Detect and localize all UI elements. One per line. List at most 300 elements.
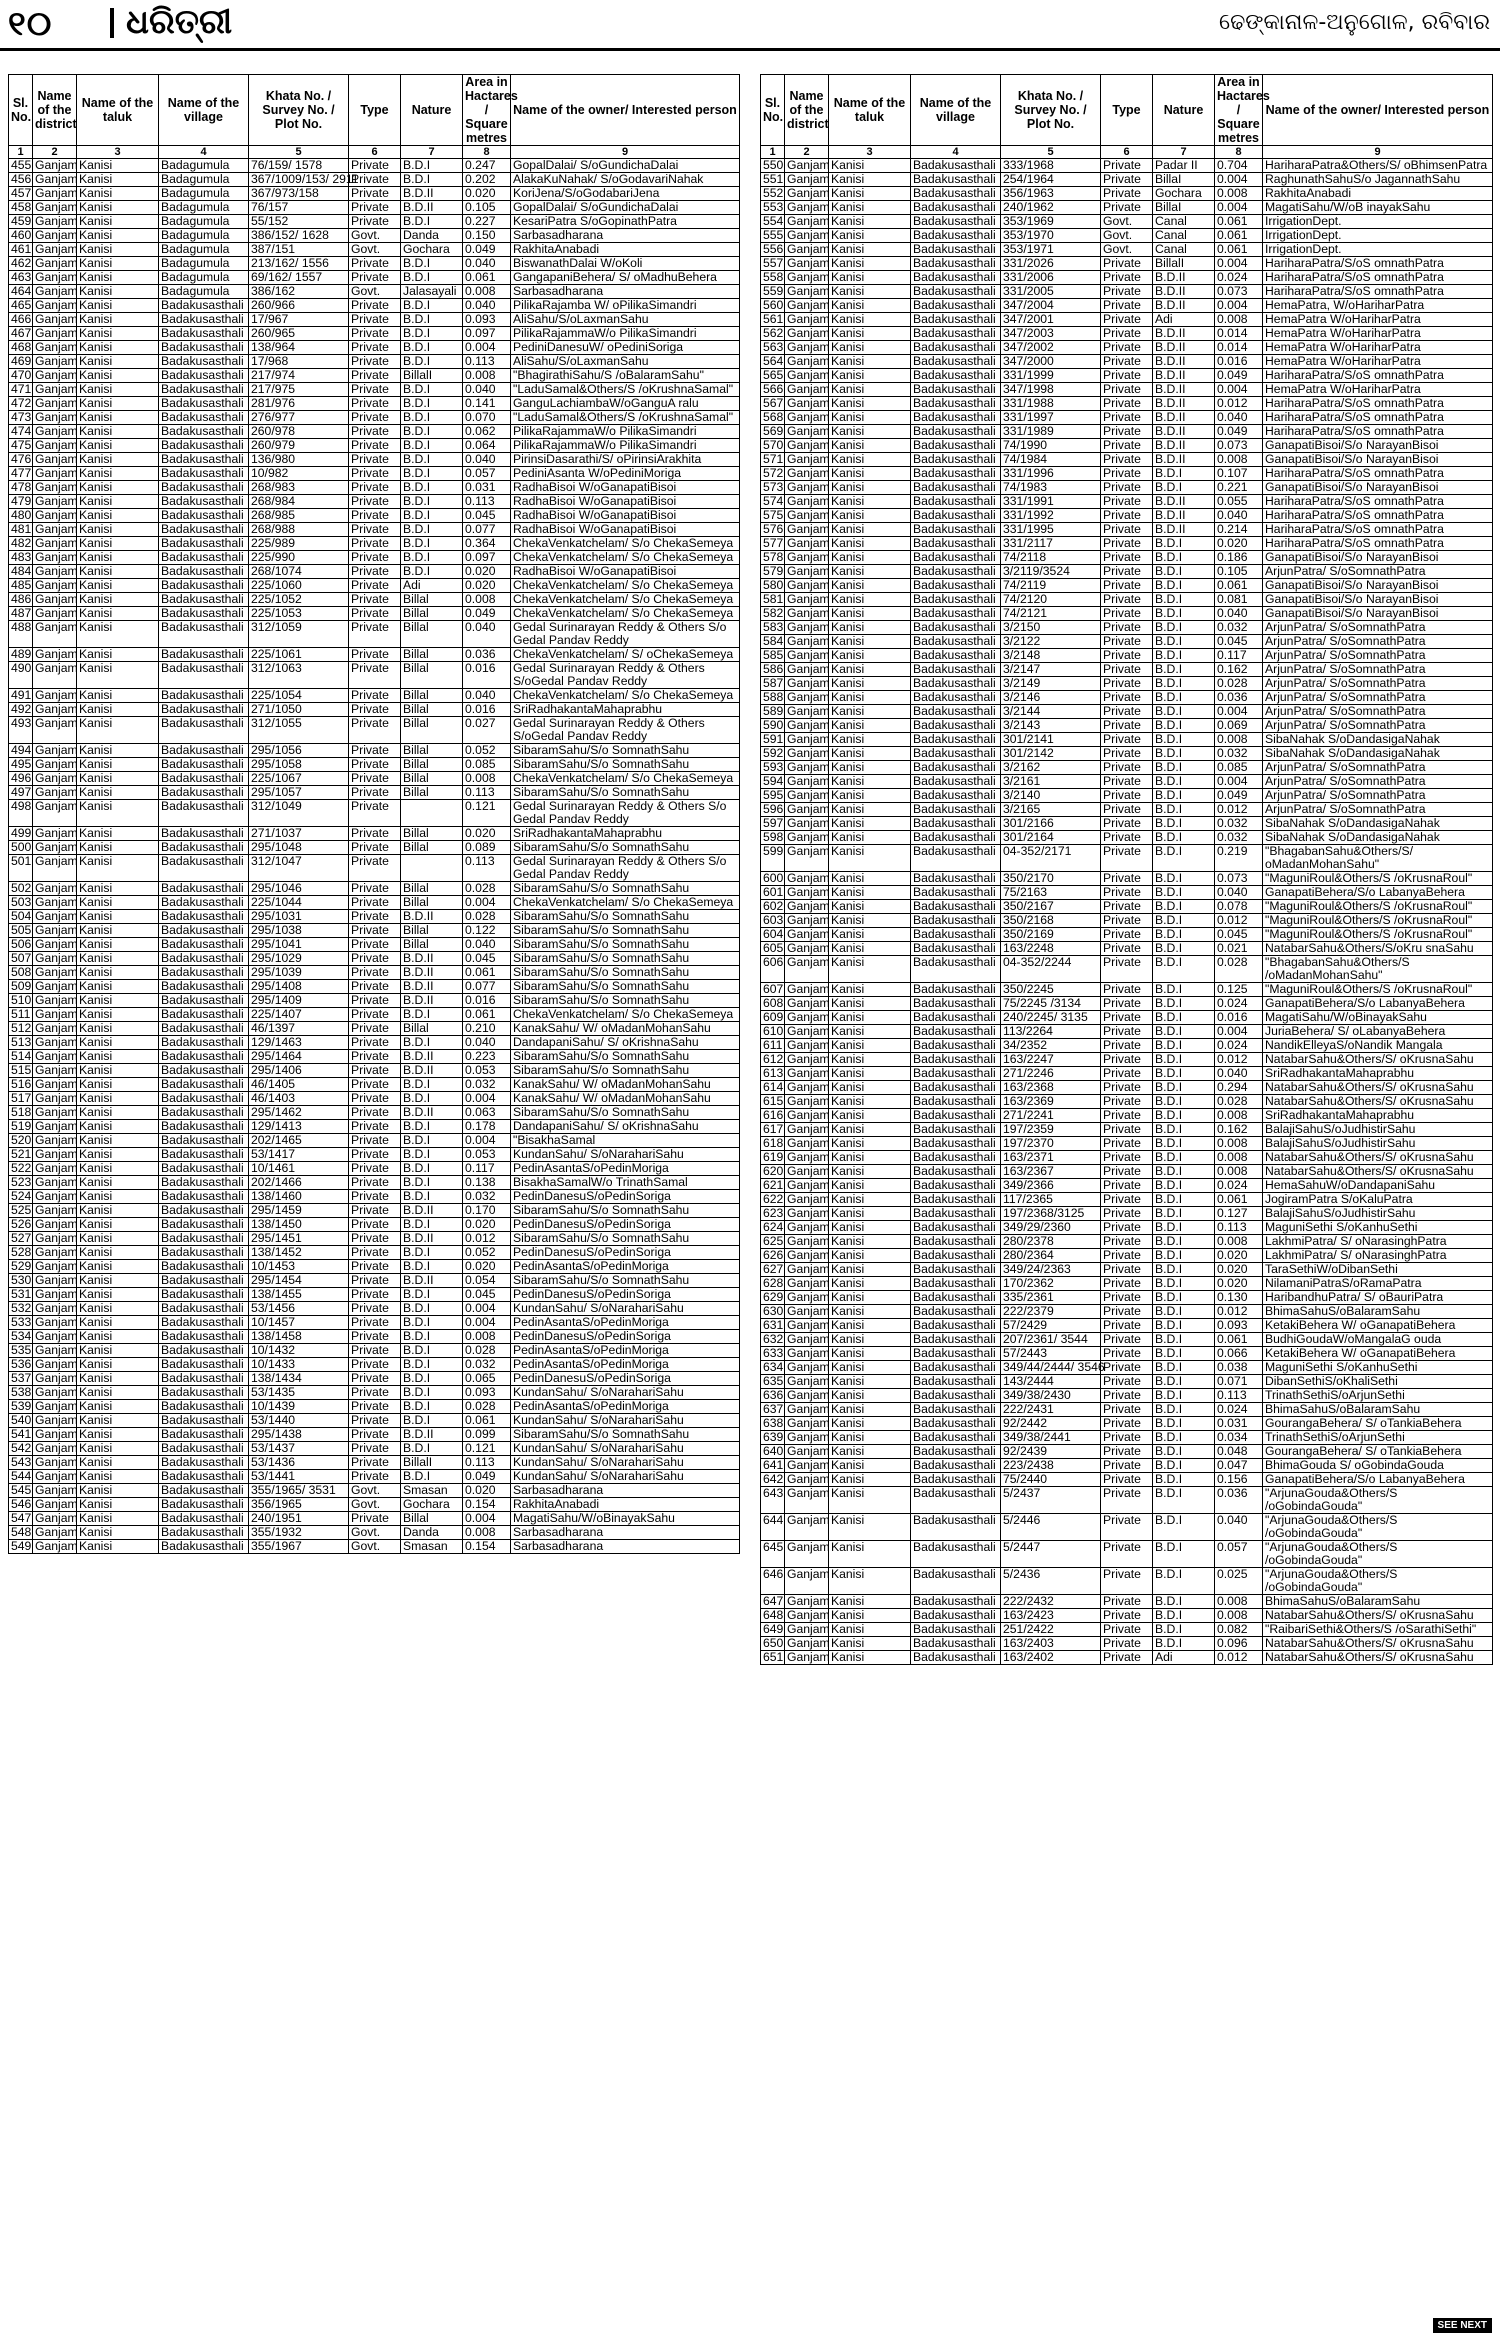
cell-district: Ganjam xyxy=(785,817,829,831)
col-header-khata: Khata No. / Survey No. / Plot No. xyxy=(1001,75,1101,146)
col-header-area: Area in Hactares / Square metres xyxy=(1215,75,1263,146)
cell-type: Private xyxy=(349,827,401,841)
cell-khata: 163/2403 xyxy=(1001,1637,1101,1651)
cell-slno: 516 xyxy=(9,1078,33,1092)
cell-owner: SriRadhakantaMahaprabhu xyxy=(1263,1109,1493,1123)
cell-taluk: Kanisi xyxy=(77,495,159,509)
cell-type: Private xyxy=(1101,956,1153,983)
cell-district: Ganjam xyxy=(785,1333,829,1347)
cell-area: 0.016 xyxy=(1215,355,1263,369)
cell-district: Ganjam xyxy=(785,1361,829,1375)
cell-type: Private xyxy=(349,271,401,285)
cell-district: Ganjam xyxy=(33,1162,77,1176)
cell-nature: B.D.I xyxy=(401,439,463,453)
cell-owner: RakhitaAnabadi xyxy=(1263,187,1493,201)
table-row xyxy=(761,1039,1493,1053)
cell-khata: 04-352/2171 xyxy=(1001,845,1101,872)
cell-type: Private xyxy=(1101,509,1153,523)
cell-owner: ArjunPatra/ S/oSomnathPatra xyxy=(1263,775,1493,789)
table-row xyxy=(761,243,1493,257)
cell-type: Private xyxy=(1101,1375,1153,1389)
cell-khata: 367/1009/153/ 2911 xyxy=(249,173,349,187)
cell-type: Private xyxy=(1101,803,1153,817)
cell-type: Private xyxy=(349,717,401,744)
cell-nature: B.D.I xyxy=(401,327,463,341)
cell-type: Private xyxy=(1101,845,1153,872)
cell-khata: 350/2168 xyxy=(1001,914,1101,928)
cell-district: Ganjam xyxy=(785,1193,829,1207)
cell-owner: SriRadhakantaMahaprabhu xyxy=(511,827,740,841)
cell-area: 0.045 xyxy=(1215,635,1263,649)
cell-village: Badakusasthali xyxy=(159,1386,249,1400)
cell-type: Private xyxy=(349,1358,401,1372)
cell-taluk: Kanisi xyxy=(829,1081,911,1095)
cell-taluk: Kanisi xyxy=(829,677,911,691)
cell-area: 0.045 xyxy=(463,509,511,523)
cell-taluk: Kanisi xyxy=(77,439,159,453)
cell-khata: 04-352/2244 xyxy=(1001,956,1101,983)
cell-village: Badakusasthali xyxy=(911,1179,1001,1193)
cell-area: 0.024 xyxy=(1215,1403,1263,1417)
cell-khata: 53/1435 xyxy=(249,1386,349,1400)
table-row xyxy=(761,229,1493,243)
cell-owner: PedinDanesuS/oPedinSoriga xyxy=(511,1190,740,1204)
cell-khata: 349/44/2444/ 3546 xyxy=(1001,1361,1101,1375)
cell-taluk: Kanisi xyxy=(829,1473,911,1487)
table-row xyxy=(9,924,740,938)
cell-district: Ganjam xyxy=(785,1137,829,1151)
cell-nature: B.D.II xyxy=(401,1050,463,1064)
cell-village: Badakusasthali xyxy=(159,952,249,966)
cell-type: Private xyxy=(349,1372,401,1386)
cell-area: 0.031 xyxy=(1215,1417,1263,1431)
cell-village: Badakusasthali xyxy=(159,1260,249,1274)
cell-type: Private xyxy=(349,159,401,173)
cell-nature: B.D.I xyxy=(401,565,463,579)
cell-district: Ganjam xyxy=(33,1330,77,1344)
table-row xyxy=(761,299,1493,313)
cell-area: 0.049 xyxy=(1215,425,1263,439)
cell-area: 0.008 xyxy=(1215,1595,1263,1609)
cell-slno: 511 xyxy=(9,1008,33,1022)
cell-area: 0.004 xyxy=(1215,173,1263,187)
cell-district: Ganjam xyxy=(785,1375,829,1389)
cell-taluk: Kanisi xyxy=(829,1459,911,1473)
cell-khata: 74/2120 xyxy=(1001,593,1101,607)
cell-khata: 295/1464 xyxy=(249,1050,349,1064)
cell-type: Private xyxy=(1101,341,1153,355)
cell-taluk: Kanisi xyxy=(829,817,911,831)
cell-nature: B.D.I xyxy=(401,1330,463,1344)
cell-taluk: Kanisi xyxy=(77,1288,159,1302)
cell-khata: 222/2431 xyxy=(1001,1403,1101,1417)
cell-area: 0.077 xyxy=(463,980,511,994)
cell-nature: B.D.II xyxy=(1153,299,1215,313)
cell-district: Ganjam xyxy=(785,187,829,201)
cell-slno: 524 xyxy=(9,1190,33,1204)
cell-district: Ganjam xyxy=(785,1277,829,1291)
cell-area: 0.028 xyxy=(463,910,511,924)
cell-nature: Billal xyxy=(401,786,463,800)
table-row xyxy=(761,257,1493,271)
cell-khata: 163/2423 xyxy=(1001,1609,1101,1623)
cell-area: 0.028 xyxy=(1215,956,1263,983)
table-row xyxy=(9,744,740,758)
cell-owner: KetakiBehera W/ oGanapatiBehera xyxy=(1263,1347,1493,1361)
cell-village: Badakusasthali xyxy=(911,425,1001,439)
table-row xyxy=(9,952,740,966)
cell-type: Private xyxy=(1101,691,1153,705)
cell-taluk: Kanisi xyxy=(829,691,911,705)
cell-taluk: Kanisi xyxy=(77,1414,159,1428)
cell-area: 0.049 xyxy=(463,243,511,257)
table-row xyxy=(9,855,740,882)
table-row xyxy=(9,1288,740,1302)
cell-nature: B.D.I xyxy=(1153,997,1215,1011)
table-row xyxy=(761,733,1493,747)
cell-village: Badakusasthali xyxy=(911,1109,1001,1123)
cell-village: Badakusasthali xyxy=(911,1417,1001,1431)
cell-slno: 549 xyxy=(9,1540,33,1554)
table-row xyxy=(761,649,1493,663)
cell-nature: Canal xyxy=(1153,215,1215,229)
table-row xyxy=(761,467,1493,481)
table-row xyxy=(761,453,1493,467)
cell-area: 0.052 xyxy=(463,744,511,758)
cell-district: Ganjam xyxy=(33,1092,77,1106)
cell-nature: B.D.I xyxy=(1153,1347,1215,1361)
cell-slno: 568 xyxy=(761,411,785,425)
cell-district: Ganjam xyxy=(33,285,77,299)
cell-owner: HemaPatra W/oHariharPatra xyxy=(1263,355,1493,369)
cell-slno: 622 xyxy=(761,1193,785,1207)
cell-nature: B.D.I xyxy=(1153,1291,1215,1305)
table-row xyxy=(9,841,740,855)
cell-district: Ganjam xyxy=(33,537,77,551)
cell-khata: 53/1417 xyxy=(249,1148,349,1162)
table-row xyxy=(761,691,1493,705)
cell-area: 0.054 xyxy=(463,1274,511,1288)
cell-taluk: Kanisi xyxy=(77,827,159,841)
cell-nature: B.D.I xyxy=(401,1260,463,1274)
cell-nature: B.D.I xyxy=(401,425,463,439)
cell-village: Badakusasthali xyxy=(911,1081,1001,1095)
cell-owner: "MaguniRoul&Others/S /oKrusnaRoul" xyxy=(1263,914,1493,928)
cell-village: Badakusasthali xyxy=(911,705,1001,719)
cell-khata: 138/964 xyxy=(249,341,349,355)
cell-khata: 268/983 xyxy=(249,481,349,495)
cell-area: 0.093 xyxy=(463,1386,511,1400)
table-row xyxy=(761,1375,1493,1389)
cell-nature: B.D.I xyxy=(1153,900,1215,914)
cell-district: Ganjam xyxy=(785,1487,829,1514)
cell-taluk: Kanisi xyxy=(829,1431,911,1445)
table-row xyxy=(761,1081,1493,1095)
cell-area: 0.036 xyxy=(463,648,511,662)
cell-village: Badakusasthali xyxy=(159,1288,249,1302)
cell-taluk: Kanisi xyxy=(77,758,159,772)
cell-khata: 347/1998 xyxy=(1001,383,1101,397)
cell-nature: B.D.I xyxy=(1153,761,1215,775)
cell-taluk: Kanisi xyxy=(77,341,159,355)
table-row xyxy=(761,775,1493,789)
cell-district: Ganjam xyxy=(785,229,829,243)
cell-taluk: Kanisi xyxy=(829,229,911,243)
cell-village: Badakusasthali xyxy=(159,1414,249,1428)
cell-type: Private xyxy=(1101,635,1153,649)
cell-khata: 331/1992 xyxy=(1001,509,1101,523)
cell-khata: 331/1997 xyxy=(1001,411,1101,425)
cell-district: Ganjam xyxy=(33,786,77,800)
cell-district: Ganjam xyxy=(785,635,829,649)
cell-taluk: Kanisi xyxy=(77,1036,159,1050)
cell-type: Private xyxy=(349,1442,401,1456)
cell-area: 0.113 xyxy=(463,355,511,369)
cell-taluk: Kanisi xyxy=(77,425,159,439)
table-row xyxy=(9,621,740,648)
cell-slno: 580 xyxy=(761,579,785,593)
cell-khata: 3/2148 xyxy=(1001,649,1101,663)
cell-district: Ganjam xyxy=(33,744,77,758)
cell-type: Govt. xyxy=(349,243,401,257)
cell-taluk: Kanisi xyxy=(77,215,159,229)
cell-slno: 496 xyxy=(9,772,33,786)
cell-khata: 276/977 xyxy=(249,411,349,425)
cell-khata: 57/2429 xyxy=(1001,1319,1101,1333)
cell-owner: SibaramSahu/S/o SomnathSahu xyxy=(511,1064,740,1078)
cell-district: Ganjam xyxy=(785,928,829,942)
cell-village: Badakusasthali xyxy=(911,537,1001,551)
cell-village: Badakusasthali xyxy=(159,313,249,327)
cell-area: 0.061 xyxy=(1215,579,1263,593)
table-row xyxy=(761,886,1493,900)
cell-taluk: Kanisi xyxy=(77,1218,159,1232)
cell-nature: Jalasayali xyxy=(401,285,463,299)
cell-owner: HariharaPatra/S/oS omnathPatra xyxy=(1263,285,1493,299)
cell-village: Badakusasthali xyxy=(911,173,1001,187)
cell-district: Ganjam xyxy=(785,285,829,299)
cell-type: Private xyxy=(1101,1431,1153,1445)
cell-village: Badakusasthali xyxy=(159,1540,249,1554)
cell-area: 0.008 xyxy=(463,369,511,383)
cell-slno: 490 xyxy=(9,662,33,689)
cell-owner: GanapatiBehera/S/o LabanyaBehera xyxy=(1263,997,1493,1011)
cell-owner: ChekaVenkatchelam/ S/o ChekaSemeya xyxy=(511,537,740,551)
table-row xyxy=(761,1361,1493,1375)
cell-nature: Billal xyxy=(401,717,463,744)
cell-type: Private xyxy=(1101,607,1153,621)
table-row xyxy=(9,1428,740,1442)
cell-district: Ganjam xyxy=(33,159,77,173)
cell-district: Ganjam xyxy=(33,1498,77,1512)
cell-owner: SriRadhakantaMahaprabhu xyxy=(1263,1067,1493,1081)
cell-type: Private xyxy=(349,523,401,537)
cell-nature: BillalI xyxy=(1153,257,1215,271)
cell-taluk: Kanisi xyxy=(829,1319,911,1333)
table-row xyxy=(761,914,1493,928)
cell-type: Private xyxy=(349,772,401,786)
cell-nature: B.D.I xyxy=(401,1162,463,1176)
cell-village: Badakusasthali xyxy=(911,187,1001,201)
cell-nature: B.D.I xyxy=(401,1372,463,1386)
cell-nature: B.D.I xyxy=(401,523,463,537)
cell-khata: 3/2144 xyxy=(1001,705,1101,719)
cell-taluk: Kanisi xyxy=(829,201,911,215)
cell-type: Private xyxy=(349,1512,401,1526)
cell-owner: KundanSahu/ S/oNarahariSahu xyxy=(511,1456,740,1470)
cell-khata: 3/2162 xyxy=(1001,761,1101,775)
cell-owner: PediniAsanta W/oPediniMoriga xyxy=(511,467,740,481)
cell-district: Ganjam xyxy=(785,1609,829,1623)
cell-owner: PedinDanesuS/oPedinSoriga xyxy=(511,1330,740,1344)
cell-district: Ganjam xyxy=(33,593,77,607)
cell-type: Govt. xyxy=(349,1526,401,1540)
table-row xyxy=(9,980,740,994)
cell-slno: 602 xyxy=(761,900,785,914)
cell-taluk: Kanisi xyxy=(829,983,911,997)
table-row xyxy=(9,243,740,257)
table-row xyxy=(9,786,740,800)
cell-area: 0.063 xyxy=(463,1106,511,1120)
cell-type: Private xyxy=(349,1470,401,1484)
cell-taluk: Kanisi xyxy=(77,1526,159,1540)
col-number: 5 xyxy=(249,146,349,159)
cell-slno: 505 xyxy=(9,924,33,938)
left-column xyxy=(8,74,740,1554)
cell-village: Badakusasthali xyxy=(159,523,249,537)
cell-taluk: Kanisi xyxy=(829,1179,911,1193)
cell-area: 0.125 xyxy=(1215,983,1263,997)
cell-nature: B.D.I xyxy=(1153,1137,1215,1151)
cell-khata: 295/1048 xyxy=(249,841,349,855)
cell-district: Ganjam xyxy=(33,1134,77,1148)
cell-khata: 268/988 xyxy=(249,523,349,537)
cell-nature: B.D.I xyxy=(401,271,463,285)
cell-taluk: Kanisi xyxy=(77,621,159,648)
cell-slno: 644 xyxy=(761,1514,785,1541)
cell-village: Badagumula xyxy=(159,215,249,229)
cell-khata: 163/2248 xyxy=(1001,942,1101,956)
cell-slno: 599 xyxy=(761,845,785,872)
cell-slno: 473 xyxy=(9,411,33,425)
cell-khata: 10/982 xyxy=(249,467,349,481)
cell-type: Private xyxy=(1101,928,1153,942)
cell-taluk: Kanisi xyxy=(829,1514,911,1541)
cell-district: Ganjam xyxy=(785,327,829,341)
cell-nature: B.D.I xyxy=(401,299,463,313)
table-row xyxy=(9,1512,740,1526)
cell-slno: 576 xyxy=(761,523,785,537)
cell-district: Ganjam xyxy=(33,1512,77,1526)
cell-owner: GangapaniBehera/ S/ oMadhuBehera xyxy=(511,271,740,285)
table-row xyxy=(761,705,1493,719)
cell-type: Private xyxy=(349,855,401,882)
cell-type: Private xyxy=(1101,453,1153,467)
cell-khata: 202/1465 xyxy=(249,1134,349,1148)
cell-nature: B.D.I xyxy=(401,495,463,509)
cell-district: Ganjam xyxy=(33,1358,77,1372)
cell-area: 0.004 xyxy=(1215,705,1263,719)
cell-slno: 494 xyxy=(9,744,33,758)
cell-type: Private xyxy=(349,411,401,425)
cell-nature: B.D.II xyxy=(1153,411,1215,425)
cell-owner: RakhitaAnabadi xyxy=(511,243,740,257)
cell-khata: 225/1067 xyxy=(249,772,349,786)
cell-district: Ganjam xyxy=(785,481,829,495)
cell-taluk: Kanisi xyxy=(77,481,159,495)
cell-slno: 506 xyxy=(9,938,33,952)
cell-khata: 10/1453 xyxy=(249,1260,349,1274)
cell-slno: 481 xyxy=(9,523,33,537)
cell-district: Ganjam xyxy=(785,271,829,285)
cell-type: Private xyxy=(1101,1193,1153,1207)
cell-district: Ganjam xyxy=(785,243,829,257)
cell-owner: MaguniSethi S/oKanhuSethi xyxy=(1263,1221,1493,1235)
cell-slno: 469 xyxy=(9,355,33,369)
cell-taluk: Kanisi xyxy=(77,1022,159,1036)
table-row xyxy=(761,565,1493,579)
cell-district: Ganjam xyxy=(785,1514,829,1541)
cell-nature: B.D.I xyxy=(1153,1067,1215,1081)
cell-type: Private xyxy=(349,327,401,341)
cell-nature: B.D.I xyxy=(1153,691,1215,705)
cell-district: Ganjam xyxy=(785,355,829,369)
cell-slno: 501 xyxy=(9,855,33,882)
cell-owner: AliSahu/S/oLaxmanSahu xyxy=(511,355,740,369)
cell-district: Ganjam xyxy=(785,1207,829,1221)
cell-village: Badakusasthali xyxy=(911,817,1001,831)
cell-nature: Billal xyxy=(401,827,463,841)
cell-district: Ganjam xyxy=(785,691,829,705)
cell-nature: Billal xyxy=(401,882,463,896)
cell-district: Ganjam xyxy=(33,689,77,703)
cell-nature: B.D.I xyxy=(1153,1568,1215,1595)
cell-slno: 489 xyxy=(9,648,33,662)
cell-village: Badakusasthali xyxy=(911,1459,1001,1473)
cell-village: Badakusasthali xyxy=(159,565,249,579)
cell-district: Ganjam xyxy=(33,1190,77,1204)
cell-district: Ganjam xyxy=(785,733,829,747)
cell-nature: B.D.I xyxy=(1153,537,1215,551)
table-row xyxy=(761,997,1493,1011)
cell-slno: 626 xyxy=(761,1249,785,1263)
table-row xyxy=(9,882,740,896)
cell-nature: B.D.II xyxy=(401,187,463,201)
cell-village: Badakusasthali xyxy=(159,1526,249,1540)
cell-owner: SibaramSahu/S/o SomnathSahu xyxy=(511,1232,740,1246)
cell-slno: 485 xyxy=(9,579,33,593)
cell-district: Ganjam xyxy=(785,1305,829,1319)
table-row xyxy=(9,1148,740,1162)
cell-slno: 539 xyxy=(9,1400,33,1414)
cell-area: 0.008 xyxy=(1215,313,1263,327)
cell-nature: B.D.II xyxy=(1153,383,1215,397)
cell-village: Badakusasthali xyxy=(159,1442,249,1456)
cell-area: 0.061 xyxy=(1215,1193,1263,1207)
cell-owner: IrrigationDept. xyxy=(1263,229,1493,243)
cell-taluk: Kanisi xyxy=(829,1595,911,1609)
cell-village: Badakusasthali xyxy=(159,1008,249,1022)
cell-district: Ganjam xyxy=(33,1316,77,1330)
cell-district: Ganjam xyxy=(33,703,77,717)
cell-village: Badakusasthali xyxy=(911,1651,1001,1665)
cell-slno: 519 xyxy=(9,1120,33,1134)
table-row xyxy=(9,1078,740,1092)
cell-khata: 331/1988 xyxy=(1001,397,1101,411)
cell-village: Badakusasthali xyxy=(911,789,1001,803)
table-row xyxy=(9,327,740,341)
cell-khata: 295/1039 xyxy=(249,966,349,980)
